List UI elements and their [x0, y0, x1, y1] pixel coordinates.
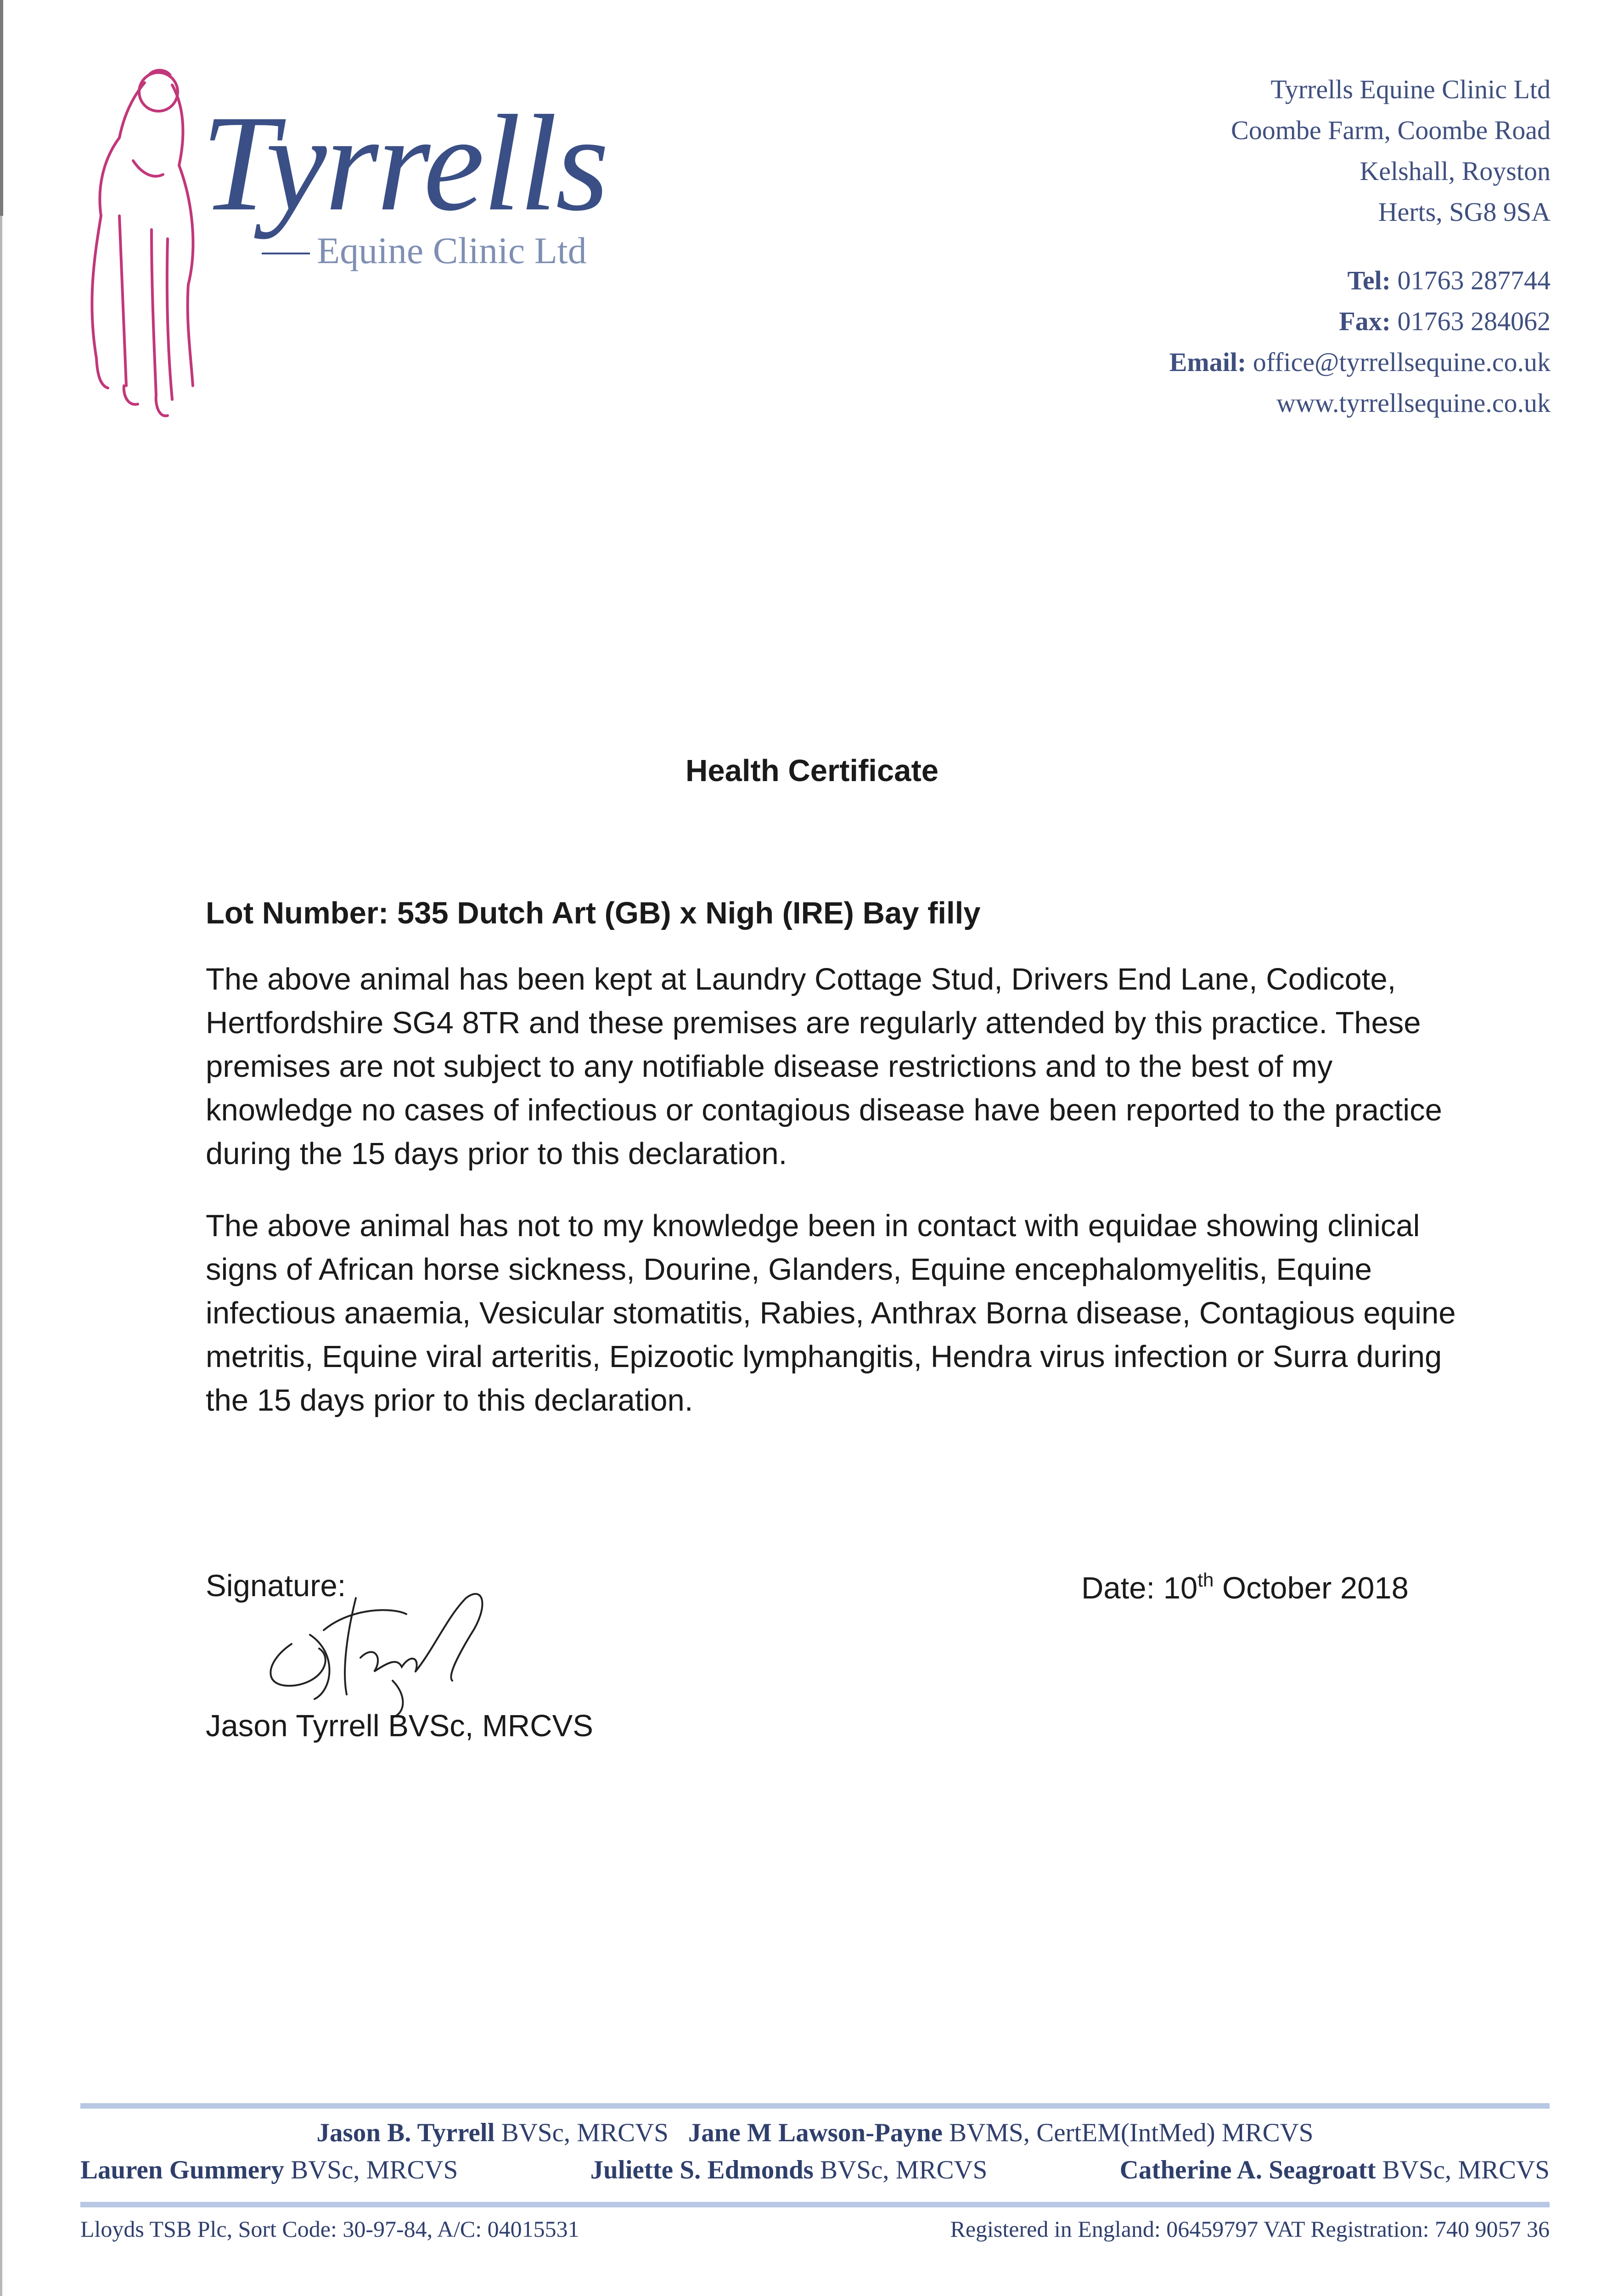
date-label: Date:: [1081, 1571, 1155, 1605]
logo-underline: [262, 253, 310, 254]
certificate-date: [1081, 1570, 1409, 1606]
vet-name: Juliette S. Edmonds: [590, 2155, 814, 2184]
footer-divider-top: [80, 2103, 1550, 2109]
address-line: Tyrrells Equine Clinic Ltd: [1270, 74, 1551, 104]
date-ordinal: th: [1197, 1569, 1214, 1591]
page-title: Health Certificate: [685, 754, 939, 788]
vet-quals: BVMS, CertEM(IntMed) MRCVS: [949, 2118, 1314, 2147]
website-link[interactable]: www.tyrrellsequine.co.uk: [1276, 388, 1551, 418]
email-label: Email:: [1169, 347, 1247, 377]
vet-name: Jane M Lawson-Payne: [688, 2118, 943, 2147]
vet-entry: [590, 2155, 988, 2185]
address-block: [1000, 69, 1551, 423]
horse-logo-icon: [69, 64, 216, 432]
vet-quals: BVSc, MRCVS: [1382, 2155, 1550, 2184]
fax-label: Fax:: [1339, 306, 1391, 336]
premises-paragraph: The above animal has been kept at Laundry Cottage Stud, Drivers End Lane, Codicote, Hertfordshire SG4 8TR and these premises are regularly attended by this practice. These premises are not subject to any notifiable disease restrictions and to the best of my knowledge no cases of infectious or contagious disease have been reported to the practice during the 15 days prior to this declaration.: [206, 962, 1442, 1171]
scan-edge: [0, 0, 2, 2296]
signature-label: Signature:: [206, 1569, 346, 1603]
telephone-line: [1000, 260, 1551, 301]
email-line: [1000, 342, 1551, 383]
date-month-year: October 2018: [1222, 1571, 1409, 1605]
footer-divider-bottom: [80, 2202, 1550, 2207]
handwritten-signature: [255, 1580, 539, 1722]
vet-entry: [1120, 2155, 1550, 2185]
footer-company-details: [80, 2216, 1550, 2242]
email-value[interactable]: office@tyrrellsequine.co.uk: [1253, 347, 1551, 377]
bank-details: Lloyds TSB Plc, Sort Code: 30-97-84, A/C: 04015531: [80, 2216, 579, 2242]
lot-number-heading: Lot Number: 535 Dutch Art (GB) x Nigh (IRE) Bay filly: [206, 896, 981, 930]
footer-vets-row-1: [80, 2118, 1550, 2148]
vet-name: Catherine A. Seagroatt: [1119, 2155, 1376, 2184]
vet-entry: [80, 2155, 458, 2185]
vet-name: Lauren Gummery: [80, 2155, 284, 2184]
signatory-name: Jason Tyrrell BVSc, MRCVS: [206, 1709, 593, 1743]
vet-name: Jason B. Tyrrell: [316, 2118, 495, 2147]
date-day: 10: [1163, 1571, 1198, 1605]
scan-edge-dark: [0, 0, 3, 216]
tel-label: Tel:: [1347, 265, 1391, 295]
vet-quals: BVSc, MRCVS: [820, 2155, 988, 2184]
logo-wordmark: Tyrrells: [201, 87, 607, 239]
contact-paragraph: The above animal has not to my knowledge been in contact with equidae showing clinical signs of African horse sickness, Dourine, Glanders, Equine encephalomyelitis, Equine infectious anaemia, Vesicular stomatitis, Rabies, Anthrax Borna disease, Contagious equine metritis, Equine viral arteritis, Epizootic lymphangitis, Hendra virus infection or Surra during the 15 days prior to this declaration.: [206, 1209, 1456, 1418]
fax-value: 01763 284062: [1397, 306, 1551, 336]
address-line: Herts, SG8 9SA: [1378, 197, 1551, 227]
vet-quals: BVSc, MRCVS: [291, 2155, 458, 2184]
fax-line: [1000, 301, 1551, 342]
footer-vets-row-2: [80, 2155, 1550, 2185]
vet-quals: BVSc, MRCVS: [501, 2118, 669, 2147]
logo-subtitle: Equine Clinic Ltd: [317, 230, 587, 271]
tel-value: 01763 287744: [1397, 265, 1551, 295]
address-line: Kelshall, Royston: [1360, 156, 1551, 186]
address-line: Coombe Farm, Coombe Road: [1231, 115, 1551, 145]
company-registration: Registered in England: 06459797 VAT Registration: 740 9057 36: [950, 2216, 1550, 2242]
